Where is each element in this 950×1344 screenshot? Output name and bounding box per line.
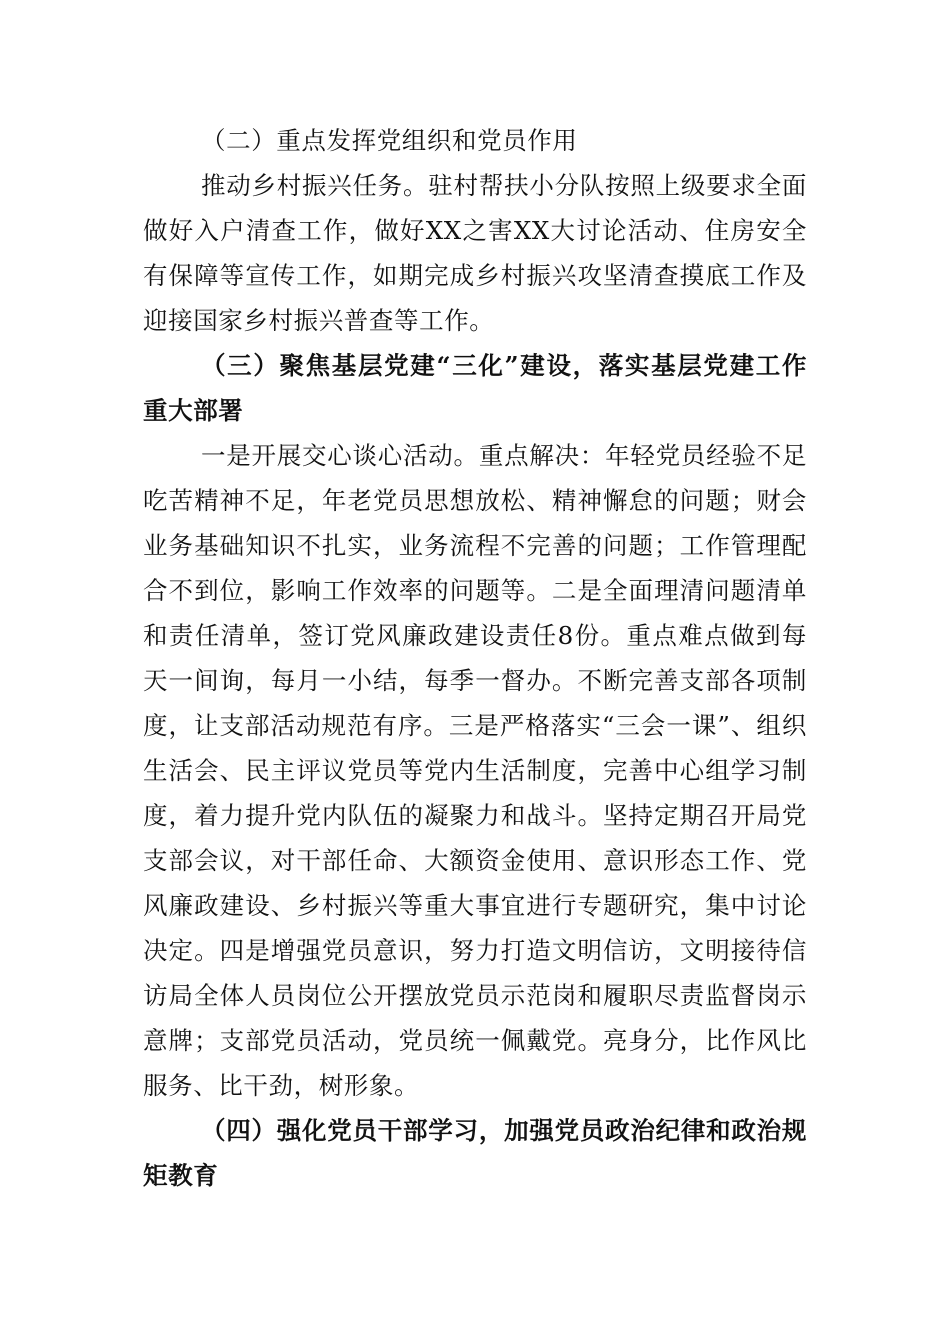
section-2-heading: （二）重点发挥党组织和党员作用: [201, 126, 578, 155]
section-3-body: 一是开展交心谈心活动。重点解决：年轻党员经验不足吃苦精神不足，年老党员思想放松、精神懈怠的问题；财会业务基础知识不扎实，业务流程不完善的问题；工作管理配合不到位，影响工作效率的问题等。二是全面理清问题清单和责任清单，签订党风廉政建设责任8份。重点难点做到每天一间询，每月一小结，每季一督办。不断完善支部各项制度，让支部活动规范有序。三是严格落实“三会一课”、组织生活会、民主评议党员等党内生活制度，完善中心组学习制度，着力提升党内队伍的凝聚力和战斗。坚持定期召开局党支部会议，对干部任命、大额资金使用、意识形态工作、党风廉政建设、乡村振兴等重大事宜进行专题研究，集中讨论决定。四是增强党员意识，努力打造文明信访，文明接待信访局全体人员岗位公开摆放党员示范岗和履职尽责监督岗示意牌；支部党员活动，党员统一佩戴党。亮身分，比作风比服务、比干劲，树形象。: [143, 441, 807, 1100]
section-3-heading: （三）聚焦基层党建“三化”建设，落实基层党建工作重大部署: [143, 351, 807, 425]
document-content: [143, 118, 807, 1198]
section-2-body: 推动乡村振兴任务。驻村帮扶小分队按照上级要求全面做好入户清查工作，做好XX之害XX大讨论活动、住房安全有保障等宣传工作，如期完成乡村振兴攻坚清查摸底工作及迎接国家乡村振兴普查等工作。: [143, 171, 807, 335]
section-4-heading: （四）强化党员干部学习，加强党员政治纪律和政治规矩教育: [143, 1116, 807, 1190]
